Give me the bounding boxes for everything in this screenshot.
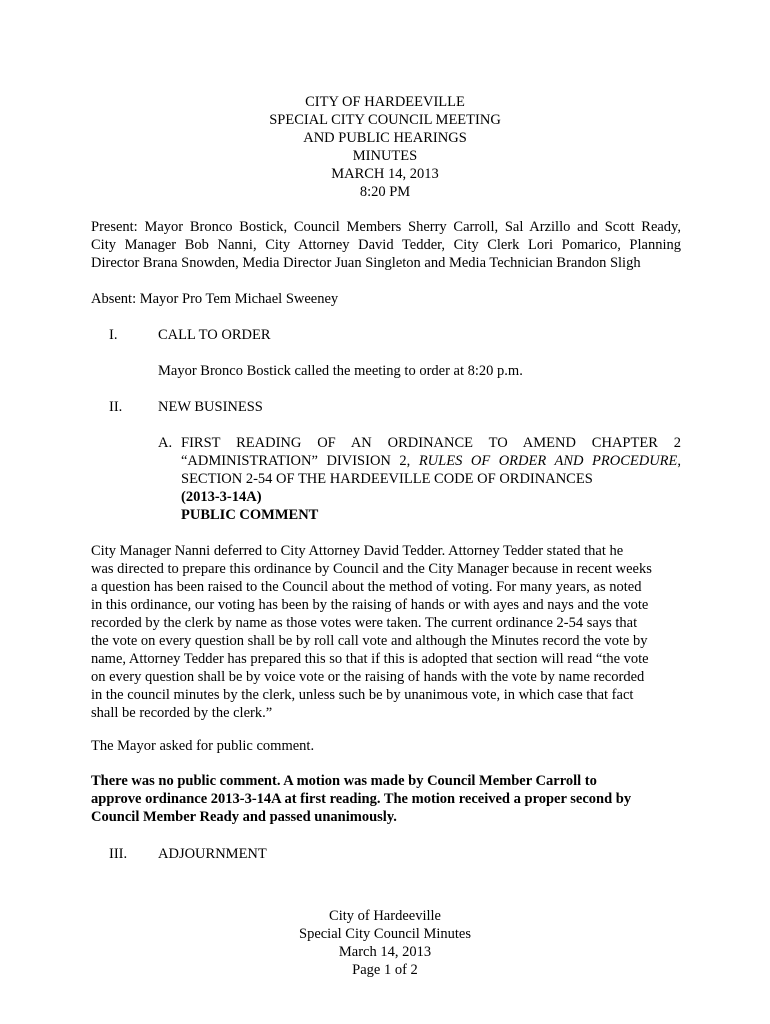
discussion-line: name, Attorney Tedder has prepared this so that if this is adopted that section will read “the vote [91, 651, 649, 667]
discussion-paragraph [91, 542, 681, 722]
ordinance-title-line: SECTION 2-54 OF THE HARDEEVILLE CODE OF ORDINANCES [181, 471, 593, 487]
discussion-line: the vote on every question shall be by roll call vote and although the Minutes record the vote by [91, 633, 648, 649]
header-minutes: MINUTES [352, 148, 418, 164]
discussion-line: in this ordinance, our voting has been by the raising of hands or with ayes and nays and the vote [91, 597, 649, 613]
discussion-line: in the council minutes by the clerk, unless such be by unanimous vote, in which case that fact [91, 687, 634, 703]
section-heading-call-to-order: CALL TO ORDER [158, 327, 271, 343]
section-numeral: I. [109, 327, 118, 343]
motion-line: Council Member Ready and passed unanimously. [91, 809, 397, 825]
ordinance-letter: A. [158, 435, 173, 451]
ordinance-title-line: FIRST READING OF AN ORDINANCE TO AMEND CHAPTER 2 [181, 435, 681, 451]
header-meeting: SPECIAL CITY COUNCIL MEETING [269, 112, 501, 128]
discussion-line: recorded by the clerk by name as those votes were taken. The current ordinance 2-54 says that [91, 615, 638, 631]
footer-date: March 14, 2013 [338, 944, 432, 960]
motion-line: There was no public comment. A motion was made by Council Member Carroll to [91, 773, 597, 789]
section-numeral: III. [109, 846, 128, 862]
section-numeral: II. [109, 399, 123, 415]
present-line: City Manager Bob Nanni, City Attorney David Tedder, City Clerk Lori Pomarico, Planning [91, 237, 681, 253]
call-to-order-text: Mayor Bronco Bostick called the meeting to order at 8:20 p.m. [158, 363, 523, 379]
header-date: MARCH 14, 2013 [331, 166, 439, 182]
header-hearings: AND PUBLIC HEARINGS [303, 130, 467, 146]
discussion-line: shall be recorded by the clerk.” [91, 705, 273, 721]
discussion-line: City Manager Nanni deferred to City Attorney David Tedder. Attorney Tedder stated that he [91, 543, 624, 559]
present-line: Director Brana Snowden, Media Director Juan Singleton and Media Technician Brandon Sligh [91, 255, 641, 271]
section-heading-adjournment: ADJOURNMENT [158, 846, 267, 862]
section-heading-new-business: NEW BUSINESS [158, 399, 263, 415]
discussion-line: on every question shall be by voice vote or the raising of hands with the vote by name recorded [91, 669, 645, 685]
present-line: Present: Mayor Bronco Bostick, Council Members Sherry Carroll, Sal Arzillo and Scott Ready, [91, 219, 681, 235]
motion-paragraph [91, 772, 681, 826]
ordinance-public-comment: PUBLIC COMMENT [181, 507, 319, 523]
footer-page-number: Page 1 of 2 [352, 962, 418, 978]
motion-line: approve ordinance 2013-3-14A at first reading. The motion received a proper second by [91, 791, 632, 807]
discussion-line: a question has been raised to the Council about the method of voting. For many years, as noted [91, 579, 642, 595]
ordinance-title-segment: , [677, 453, 682, 469]
footer-city: City of Hardeeville [329, 908, 441, 924]
header-time: 8:20 PM [359, 184, 411, 200]
ordinance-title-line [181, 452, 681, 470]
ordinance-item [158, 434, 681, 524]
header-city: CITY OF HARDEEVILLE [305, 94, 465, 110]
mayor-asked-paragraph: The Mayor asked for public comment. [91, 738, 315, 754]
discussion-line: was directed to prepare this ordinance by Council and the City Manager because in recent weeks [91, 561, 652, 577]
page-footer [0, 907, 770, 979]
present-paragraph [91, 218, 681, 272]
ordinance-title-italic: RULES OF ORDER AND PROCEDURE [418, 453, 678, 469]
footer-title: Special City Council Minutes [299, 926, 471, 942]
ordinance-number: (2013-3-14A) [181, 489, 262, 505]
ordinance-title-segment: “ADMINISTRATION” DIVISION 2, [181, 453, 419, 469]
absent-paragraph: Absent: Mayor Pro Tem Michael Sweeney [91, 291, 339, 307]
document-header [0, 93, 770, 201]
